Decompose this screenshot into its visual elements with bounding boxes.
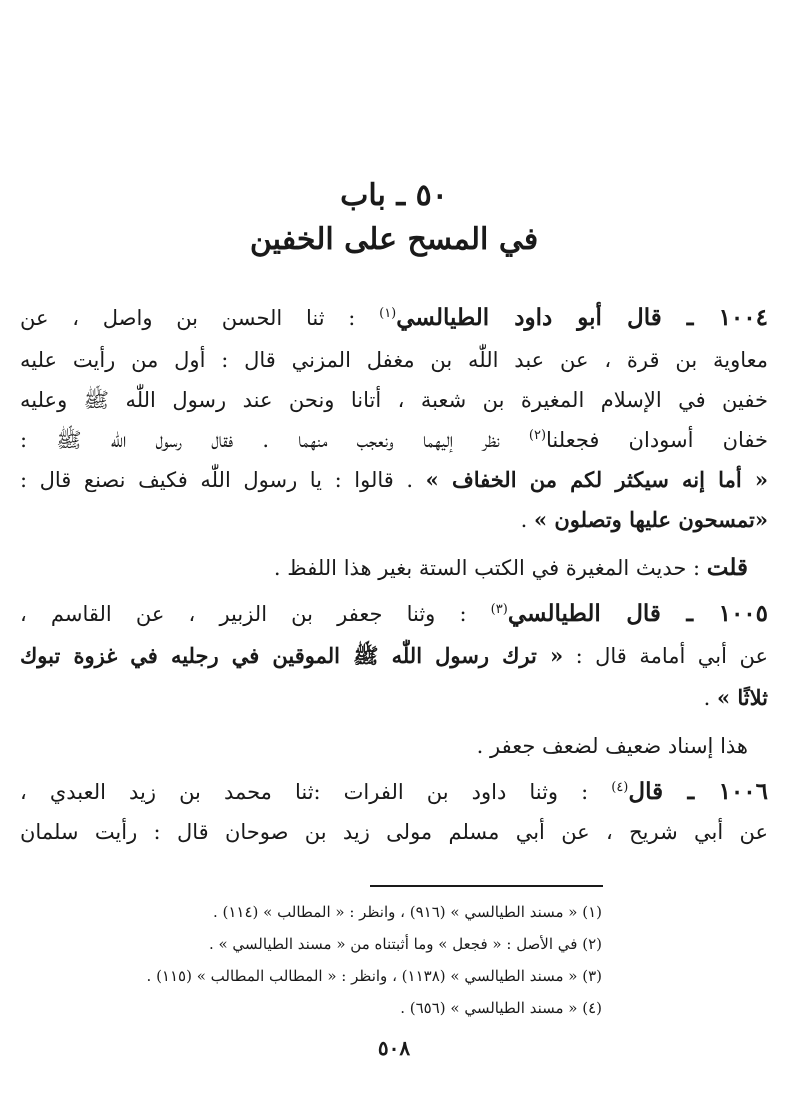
- hadith-text: نظر إليهما ونعجب منهما . فقال رسول اللّٰه ﷺ :: [20, 428, 529, 452]
- footnote-1: (١) « مسند الطيالسي » (٩١٦) ، وانظر : « المطالب » (١١٤) .: [212, 903, 602, 921]
- hadith-text: .: [703, 686, 717, 710]
- hadith-1005-line-2: [20, 636, 768, 676]
- footnote-ref[interactable]: (٣): [490, 602, 508, 617]
- hadith-1004-line-3: خفين في الإسلام المغيرة بن شعبة ، أتانا ونحن عند رسول اللّٰه ﷺ وعليه: [20, 388, 768, 412]
- chapter-title: في المسح على الخفين: [249, 222, 539, 257]
- note-label: قلت: [706, 554, 748, 581]
- hadith-1006-line-1: [20, 772, 768, 812]
- note-line: [0, 548, 748, 588]
- footnote-3: (٣) « مسند الطيالسي » (١١٣٨) ، وانظر : « المطالب المطالب » (١١٥) .: [146, 967, 602, 985]
- chapter-number: ٥٠ ـ باب: [340, 178, 448, 213]
- prophetic-quote: ثلاثًا »: [716, 685, 768, 710]
- hadith-text: . قالوا : يا رسول اللّٰه فكيف نصنع قال :: [20, 468, 426, 492]
- hadith-1005-line-3: [20, 678, 768, 718]
- hadith-1004-line-4: [20, 420, 768, 460]
- hadith-text: : وثنا داود بن الفرات :ثنا محمد بن زيد العبدي ،: [20, 780, 612, 804]
- footnote-ref[interactable]: (١): [379, 306, 397, 321]
- footnote-ref[interactable]: (٤): [611, 780, 629, 795]
- prophetic-quote: « أما إنه سيكثر لكم من الخفاف »: [425, 467, 768, 492]
- hadith-heading: ١٠٠٦ ـ قال: [628, 778, 768, 805]
- hadith-heading: ١٠٠٤ ـ قال أبو داود الطيالسي: [396, 304, 768, 331]
- hadith-text: : ثنا الحسن بن واصل ، عن: [20, 306, 380, 330]
- footnote-ref[interactable]: (٢): [528, 428, 547, 443]
- page-number: ٥٠٨: [377, 1036, 411, 1060]
- note-text: : حديث المغيرة في الكتب الستة بغير هذا اللفظ .: [273, 556, 707, 580]
- hadith-1005-line-1: [20, 594, 768, 634]
- hadith-text: خفان أسودان فجعلنا: [546, 428, 768, 452]
- hadith-text: .: [520, 508, 534, 532]
- hadith-text: : وثنا جعفر بن الزبير ، عن القاسم ،: [20, 602, 491, 626]
- footnote-2: (٢) في الأصل : « فجعل » وما أثبتناه من « مسند الطيالسي » .: [208, 935, 602, 953]
- hadith-1004-line-6: [20, 500, 768, 540]
- hadith-1006-line-2: عن أبي شريح ، عن أبي مسلم مولى زيد بن صوحان قال : رأيت سلمان: [20, 820, 768, 844]
- footnote-divider: [370, 885, 603, 887]
- hadith-1004-line-5: [20, 460, 768, 500]
- isnad-note: هذا إسناد ضعيف لضعف جعفر .: [476, 734, 748, 758]
- footnote-4: (٤) « مسند الطيالسي » (٦٥٦) .: [400, 999, 602, 1017]
- hadith-heading: ١٠٠٥ ـ قال الطيالسي: [507, 600, 769, 627]
- prophetic-quote: « ترك رسول اللّٰه ﷺ الموقين في رجليه في غزوة تبوك: [20, 643, 564, 668]
- hadith-text: عن أبي أمامة قال :: [563, 644, 768, 668]
- hadith-1004-line-2: معاوية بن قرة ، عن عبد اللّٰه بن مغفل المزني قال : أول من رأيت عليه: [20, 348, 768, 372]
- hadith-1004-line-1: [20, 298, 768, 338]
- prophetic-quote: «تمسحون عليها وتصلون »: [533, 507, 768, 532]
